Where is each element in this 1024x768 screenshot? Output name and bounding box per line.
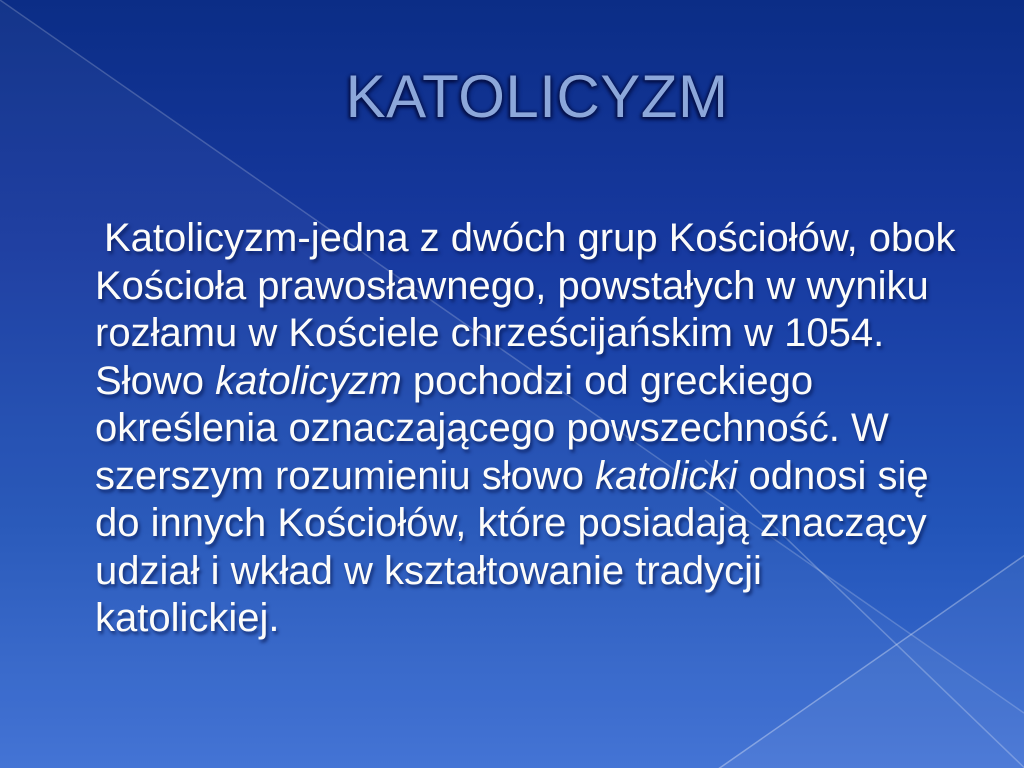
body-text-line bbox=[95, 500, 985, 548]
body-text-line bbox=[95, 215, 985, 263]
body-text-segment: katolickiej. bbox=[95, 596, 280, 640]
body-text-line bbox=[95, 358, 985, 406]
body-text-segment: rozłamu w Kościele chrześcijańskim w 1054. bbox=[95, 311, 885, 355]
body-text-segment: odnosi się bbox=[737, 453, 929, 498]
body-text-segment: pochodzi od greckiego bbox=[401, 358, 814, 403]
body-text-segment: Słowo bbox=[95, 358, 216, 403]
body-text-segment: do innych Kościołów, które posiadają znaczący bbox=[95, 501, 927, 545]
body-text-segment: szerszym rozumieniu słowo bbox=[95, 453, 596, 498]
body-text-line bbox=[95, 595, 985, 643]
body-text-line bbox=[95, 405, 985, 453]
body-text-italic-segment: katolicyzm bbox=[215, 358, 402, 403]
body-text-segment: Kościoła prawosławnego, powstałych w wyniku bbox=[95, 263, 929, 308]
body-text-segment: Katolicyzm-jedna z dwóch grup Kościołów, obok bbox=[104, 216, 956, 260]
body-text-line bbox=[95, 310, 985, 358]
slide-title: KATOLICYZM bbox=[345, 63, 729, 130]
body-text-line bbox=[95, 548, 985, 596]
body-text-italic-segment: katolicki bbox=[595, 453, 738, 498]
body-text-segment: udział i wkład w kształtowanie tradycji bbox=[95, 548, 762, 593]
body-text-line bbox=[95, 263, 985, 311]
body-text-line bbox=[95, 453, 985, 501]
body-text-segment: określenia oznaczającego powszechność. W bbox=[95, 406, 889, 450]
body-text bbox=[95, 215, 985, 643]
